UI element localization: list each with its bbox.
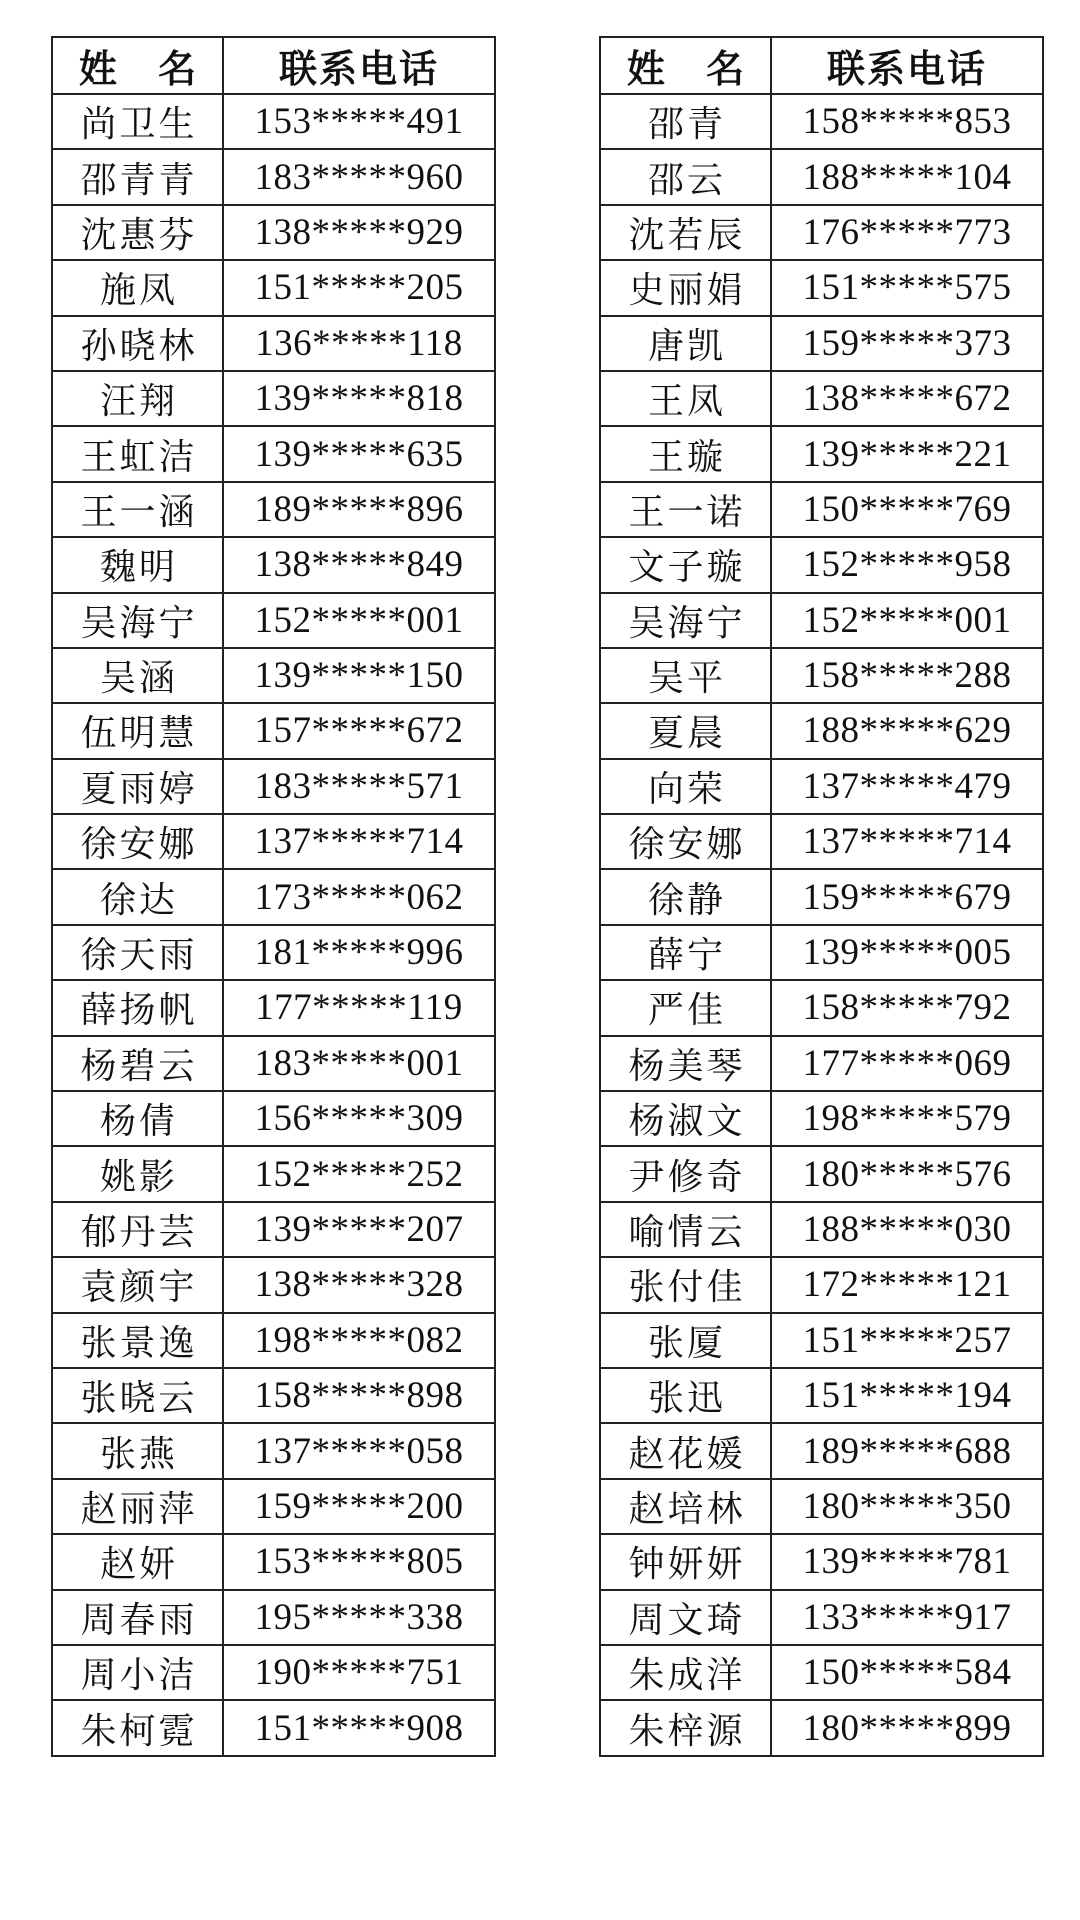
contact-phone-cell: 138*****849	[223, 537, 495, 592]
contact-phone-cell: 177*****069	[771, 1036, 1043, 1091]
table-row	[52, 149, 495, 204]
contact-name-cell: 钟妍妍	[600, 1534, 771, 1589]
table-row	[52, 205, 495, 260]
table-row	[600, 648, 1043, 703]
table-row	[52, 94, 495, 149]
table-row	[52, 759, 495, 814]
contact-name-cell: 袁颜宇	[52, 1257, 223, 1312]
contact-phone-cell: 180*****576	[771, 1146, 1043, 1201]
contact-phone-cell: 152*****958	[771, 537, 1043, 592]
table-row	[600, 925, 1043, 980]
contact-name-cell: 吴海宁	[52, 593, 223, 648]
contact-name-cell: 沈若辰	[600, 205, 771, 260]
contact-name-cell: 尹修奇	[600, 1146, 771, 1201]
contact-phone-cell: 195*****338	[223, 1590, 495, 1645]
contact-phone-cell: 139*****781	[771, 1534, 1043, 1589]
contact-phone-cell: 151*****205	[223, 260, 495, 315]
table-row	[600, 94, 1043, 149]
contact-phone-cell: 176*****773	[771, 205, 1043, 260]
contact-name-cell: 郁丹芸	[52, 1202, 223, 1257]
table-row	[52, 980, 495, 1035]
table-row	[600, 1645, 1043, 1700]
contact-name-cell: 薛宁	[600, 925, 771, 980]
contact-name-cell: 王一涵	[52, 482, 223, 537]
table-row	[600, 759, 1043, 814]
table-row	[52, 925, 495, 980]
contact-phone-cell: 150*****769	[771, 482, 1043, 537]
table-row	[600, 1534, 1043, 1589]
table-row	[52, 260, 495, 315]
table-row	[52, 1368, 495, 1423]
table-row	[52, 1423, 495, 1478]
table-row	[52, 1091, 495, 1146]
contact-phone-cell: 152*****001	[223, 593, 495, 648]
contact-phone-cell: 151*****257	[771, 1313, 1043, 1368]
contact-phone-cell: 198*****579	[771, 1091, 1043, 1146]
contact-name-cell: 杨美琴	[600, 1036, 771, 1091]
contact-name-cell: 张晓云	[52, 1368, 223, 1423]
contact-name-cell: 唐凯	[600, 316, 771, 371]
contact-phone-cell: 159*****373	[771, 316, 1043, 371]
contact-phone-cell: 151*****575	[771, 260, 1043, 315]
contact-name-cell: 张付佳	[600, 1257, 771, 1312]
table-row	[600, 371, 1043, 426]
table-header-row	[600, 37, 1043, 94]
table-row	[600, 1368, 1043, 1423]
contact-phone-cell: 153*****491	[223, 94, 495, 149]
table-row	[600, 316, 1043, 371]
table-row	[52, 648, 495, 703]
contact-name-cell: 向荣	[600, 759, 771, 814]
contact-name-cell: 吴海宁	[600, 593, 771, 648]
contact-name-cell: 王璇	[600, 426, 771, 481]
table-row	[600, 593, 1043, 648]
contact-name-cell: 魏明	[52, 537, 223, 592]
contact-name-cell: 周文琦	[600, 1590, 771, 1645]
name-column-header: 姓 名	[600, 37, 771, 94]
table-row	[600, 1257, 1043, 1312]
contact-name-cell: 薛扬帆	[52, 980, 223, 1035]
table-row	[600, 149, 1043, 204]
contact-phone-cell: 158*****792	[771, 980, 1043, 1035]
contact-phone-cell: 138*****672	[771, 371, 1043, 426]
contact-phone-cell: 151*****908	[223, 1700, 495, 1755]
contact-name-cell: 赵培林	[600, 1479, 771, 1534]
table-row	[52, 814, 495, 869]
table-row	[600, 814, 1043, 869]
contact-table-right	[599, 36, 1044, 1757]
contact-phone-cell: 190*****751	[223, 1645, 495, 1700]
table-row	[600, 869, 1043, 924]
contact-name-cell: 严佳	[600, 980, 771, 1035]
contact-phone-cell: 181*****996	[223, 925, 495, 980]
contact-name-cell: 徐安娜	[52, 814, 223, 869]
contact-phone-cell: 139*****005	[771, 925, 1043, 980]
contact-phone-cell: 189*****896	[223, 482, 495, 537]
contact-name-cell: 张迅	[600, 1368, 771, 1423]
contact-phone-cell: 183*****001	[223, 1036, 495, 1091]
contact-phone-cell: 180*****350	[771, 1479, 1043, 1534]
table-body-right	[600, 94, 1043, 1756]
contact-phone-cell: 159*****679	[771, 869, 1043, 924]
contact-name-cell: 王凤	[600, 371, 771, 426]
contact-phone-cell: 177*****119	[223, 980, 495, 1035]
contact-phone-cell: 159*****200	[223, 1479, 495, 1534]
contact-phone-cell: 139*****635	[223, 426, 495, 481]
table-row	[600, 1091, 1043, 1146]
contact-name-cell: 王一诺	[600, 482, 771, 537]
contact-phone-cell: 139*****818	[223, 371, 495, 426]
table-header-row	[52, 37, 495, 94]
table-row	[52, 1257, 495, 1312]
contact-phone-cell: 183*****571	[223, 759, 495, 814]
table-row	[600, 1590, 1043, 1645]
contact-name-cell: 赵妍	[52, 1534, 223, 1589]
contact-phone-cell: 152*****252	[223, 1146, 495, 1201]
table-row	[600, 1479, 1043, 1534]
contact-table-left	[51, 36, 496, 1757]
table-row	[52, 1313, 495, 1368]
contact-name-cell: 朱成洋	[600, 1645, 771, 1700]
contact-phone-cell: 157*****672	[223, 703, 495, 758]
contact-phone-cell: 156*****309	[223, 1091, 495, 1146]
contact-name-cell: 赵花媛	[600, 1423, 771, 1478]
contact-name-cell: 沈惠芬	[52, 205, 223, 260]
contact-name-cell: 徐安娜	[600, 814, 771, 869]
name-column-header: 姓 名	[52, 37, 223, 94]
contact-name-cell: 施凤	[52, 260, 223, 315]
contact-phone-cell: 139*****150	[223, 648, 495, 703]
contact-name-cell: 文子璇	[600, 537, 771, 592]
table-row	[52, 1590, 495, 1645]
contact-name-cell: 邵青青	[52, 149, 223, 204]
contact-phone-cell: 158*****898	[223, 1368, 495, 1423]
contact-phone-cell: 133*****917	[771, 1590, 1043, 1645]
contact-phone-cell: 139*****221	[771, 426, 1043, 481]
contact-name-cell: 张厦	[600, 1313, 771, 1368]
contact-phone-cell: 189*****688	[771, 1423, 1043, 1478]
table-row	[600, 1036, 1043, 1091]
table-row	[600, 426, 1043, 481]
phone-column-header: 联系电话	[223, 37, 495, 94]
contact-phone-cell: 183*****960	[223, 149, 495, 204]
contact-name-cell: 尚卫生	[52, 94, 223, 149]
table-row	[600, 205, 1043, 260]
table-row	[52, 316, 495, 371]
contact-name-cell: 史丽娟	[600, 260, 771, 315]
contact-phone-cell: 151*****194	[771, 1368, 1043, 1423]
contact-name-cell: 吴平	[600, 648, 771, 703]
contact-phone-cell: 172*****121	[771, 1257, 1043, 1312]
table-row	[600, 980, 1043, 1035]
contact-name-cell: 杨淑文	[600, 1091, 771, 1146]
table-row	[600, 703, 1043, 758]
table-row	[52, 1202, 495, 1257]
table-row	[600, 537, 1043, 592]
contact-name-cell: 孙晓林	[52, 316, 223, 371]
contact-phone-cell: 139*****207	[223, 1202, 495, 1257]
contact-name-cell: 喻情云	[600, 1202, 771, 1257]
contact-name-cell: 张景逸	[52, 1313, 223, 1368]
table-row	[52, 1479, 495, 1534]
contact-phone-cell: 137*****479	[771, 759, 1043, 814]
contact-phone-cell: 158*****853	[771, 94, 1043, 149]
contact-phone-cell: 188*****104	[771, 149, 1043, 204]
contact-name-cell: 徐静	[600, 869, 771, 924]
table-row	[600, 260, 1043, 315]
contact-phone-cell: 138*****328	[223, 1257, 495, 1312]
table-row	[600, 1423, 1043, 1478]
contact-name-cell: 杨碧云	[52, 1036, 223, 1091]
contact-name-cell: 邵青	[600, 94, 771, 149]
table-row	[52, 869, 495, 924]
phone-column-header: 联系电话	[771, 37, 1043, 94]
contact-name-cell: 杨倩	[52, 1091, 223, 1146]
contact-name-cell: 朱梓源	[600, 1700, 771, 1755]
table-row	[52, 426, 495, 481]
contact-phone-cell: 137*****714	[771, 814, 1043, 869]
table-row	[600, 1313, 1043, 1368]
contact-name-cell: 姚影	[52, 1146, 223, 1201]
contact-name-cell: 伍明慧	[52, 703, 223, 758]
contact-phone-cell: 153*****805	[223, 1534, 495, 1589]
table-row	[52, 593, 495, 648]
contact-name-cell: 王虹洁	[52, 426, 223, 481]
contact-name-cell: 吴涵	[52, 648, 223, 703]
contact-phone-cell: 137*****714	[223, 814, 495, 869]
table-row	[52, 1645, 495, 1700]
contact-name-cell: 周春雨	[52, 1590, 223, 1645]
contact-phone-cell: 188*****030	[771, 1202, 1043, 1257]
contact-name-cell: 徐达	[52, 869, 223, 924]
contact-phone-cell: 198*****082	[223, 1313, 495, 1368]
table-row	[600, 1146, 1043, 1201]
contact-name-cell: 徐天雨	[52, 925, 223, 980]
table-row	[52, 703, 495, 758]
contact-name-cell: 赵丽萍	[52, 1479, 223, 1534]
table-row	[52, 1036, 495, 1091]
contact-phone-cell: 158*****288	[771, 648, 1043, 703]
contact-phone-cell: 150*****584	[771, 1645, 1043, 1700]
contact-name-cell: 邵云	[600, 149, 771, 204]
contact-phone-cell: 138*****929	[223, 205, 495, 260]
contact-name-cell: 汪翔	[52, 371, 223, 426]
table-row	[52, 1146, 495, 1201]
table-row	[52, 1534, 495, 1589]
contact-phone-cell: 188*****629	[771, 703, 1043, 758]
table-row	[52, 537, 495, 592]
table-body-left	[52, 94, 495, 1756]
contact-name-cell: 张燕	[52, 1423, 223, 1478]
contact-phone-cell: 173*****062	[223, 869, 495, 924]
table-row	[600, 1202, 1043, 1257]
table-row	[600, 482, 1043, 537]
contact-name-cell: 朱柯霓	[52, 1700, 223, 1755]
contact-name-cell: 周小洁	[52, 1645, 223, 1700]
contact-name-cell: 夏雨婷	[52, 759, 223, 814]
contact-phone-cell: 180*****899	[771, 1700, 1043, 1755]
table-row	[52, 482, 495, 537]
contact-phone-cell: 136*****118	[223, 316, 495, 371]
contact-phone-cell: 137*****058	[223, 1423, 495, 1478]
table-row	[52, 371, 495, 426]
table-row	[600, 1700, 1043, 1755]
table-row	[52, 1700, 495, 1755]
contact-name-cell: 夏晨	[600, 703, 771, 758]
contact-phone-cell: 152*****001	[771, 593, 1043, 648]
